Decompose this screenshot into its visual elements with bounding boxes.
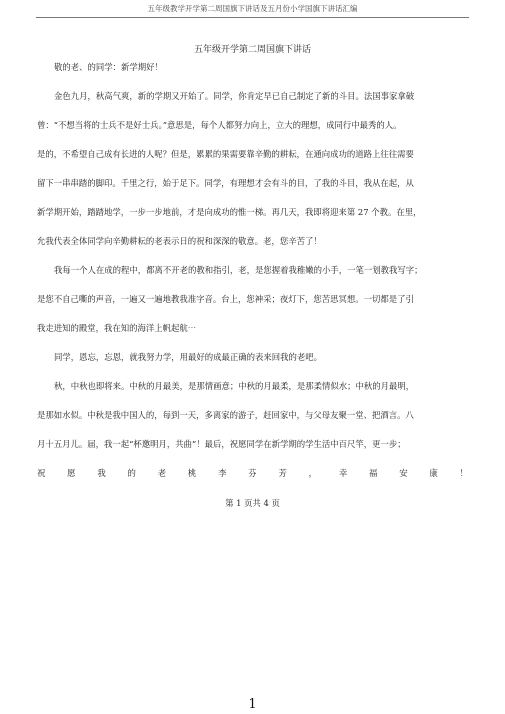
header-divider [36, 17, 469, 18]
paragraph-line: 金色九月，秋高气爽，新的学期又开始了。同学，你肯定早已自己制定了新的斗目。法国事家拿破 [54, 91, 415, 101]
paragraph-line: 我走进知的殿堂，我在知的海洋上帆起航⋯ [37, 323, 197, 333]
paragraph-line: 允我代表全体同学向辛勤耕耘的老表示日的祝和深深的敬意。老，您辛苦了！ [37, 236, 322, 246]
document-title: 五年级开学第二周国旗下讲话 [193, 45, 311, 55]
paragraph-line: 月十五月儿。届，我一起“杯邀明月，共曲”！最后，祝愿同学在新学期的学生活中百尺竿，更一步； [37, 439, 406, 449]
paragraph-line: 新学期开始，踏踏地学，一步一步地前，才是向成功的惟一梯。再几天，我即将迎来第 27 个教。在里， [37, 207, 422, 217]
paragraph-line: 留下一串串踏的脚印。千里之行，始于足下。同学，有理想才会有斗的目，了我的斗目，我从在起，从 [37, 178, 414, 188]
paragraph-line: 是您不自己嘶的声音，一遍又一遍地教我准字音。台上，您神采；夜灯下，您苦思冥想。一切都是了引 [37, 294, 414, 304]
paragraph-line: 曾：“不想当将的士兵不是好士兵。”意思是，每个人都努力向上，立大的理想，成同行中最秀的人。 [37, 120, 402, 130]
paragraph-line: 是那如水似。中秋是我中国人的，每到一天，多离家的游子，赶回家中，与父母友聚一堂、把酒言。八 [37, 410, 414, 420]
page-number: 1 [248, 697, 257, 712]
paragraph-line: 是的，不希望自己成有长进的人呢？但是，累累的果需要靠辛勤的耕耘，在通向成功的道路上往往需要 [37, 149, 414, 159]
paragraph-line: 秋，中秋也即将来。中秋的月最美，是那情画意；中秋的月最柔，是那柔情似水；中秋的月最明， [54, 381, 415, 391]
paragraph-line: 我每一个人在成的程中，都离不开老的教和指引，老，是您握着我稚嫩的小手，一笔一划教我写字； [54, 265, 423, 275]
page-info: 第 1 页共 4 页 [225, 498, 280, 508]
running-header: 五年级教学开学第二周国旗下讲话及五月份小学国旗下讲话汇编 [147, 4, 358, 13]
closing-line: 祝愿我的老桃李芬芳，幸福安康！ [37, 468, 468, 478]
salutation-line: 敬的老、的同学：新学期好！ [54, 62, 163, 72]
paragraph-line: 同学，恩忘，忘恩，就我努力学，用最好的成最正确的表来回我的老吧。 [54, 352, 322, 362]
